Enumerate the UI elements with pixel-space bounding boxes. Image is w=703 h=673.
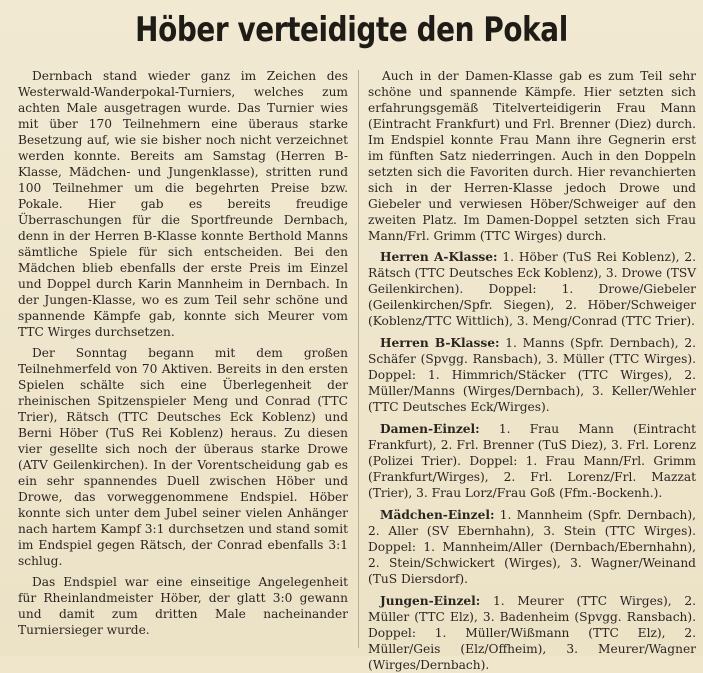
result-block-herren-b [368, 335, 696, 415]
result-heading: Herren A-Klasse: [380, 250, 498, 264]
article-paragraph: Das Endspiel war eine einseitige Angelegenheit für Rheinlandmeister Höber, der glatt 3:0 gewann und damit zum dritten Male nacheinander Turniersieger wurde. [18, 575, 348, 637]
headline: Höber verteidigte den Pokal [135, 10, 568, 50]
result-block-maedchen [368, 507, 696, 587]
left-column [18, 68, 348, 652]
article-paragraph: Auch in der Damen-Klasse gab es zum Teil sehr schöne und spannende Kämpfe. Hier setzten sich erfahrungsgemäß Titelverteidigerin Frau Mann (Eintracht Frankfurt) und Frl. Brenner (Diez) durch. Im Endspiel konnte Frau Mann ihre Gegnerin erst im fünften Satz niederringen. Auch in den Doppeln setzten sich die Favoriten durch. Hier revanchierten sich in der Herren-Klasse jedoch Drowe und Giebeler und verwiesen Höber/Schweiger auf den zweiten Platz. Im Damen-Doppel setzten sich Frau Mann/Frl. Grimm (TTC Wirges) durch. [368, 69, 696, 243]
result-text: 1. Frau Mann (Eintracht Frankfurt), 2. Frl. Brenner (TuS Diez), 3. Frl. Lorenz (Polizei Trier). Doppel: 1. Frau Mann/Frl. Grimm (Frankfurt/Wirges), 2. Frl. Lorenz/Frl. Mazzat (Trier), 3. Frau Lorz/Frau Goß (Ffm.-Bockenh.). [368, 422, 696, 500]
right-column [368, 68, 696, 672]
result-text: 1. Meurer (TTC Wirges), 2. Müller (TTC Elz), 3. Badenheim (Spvgg. Ransbach). Doppel: 1. Müller/Wißmann (TTC Elz), 2. Müller/Geis (Elz/Offheim), 3. Meurer/Wagner (Wirges/Dernbach). [368, 594, 696, 672]
column-divider [358, 70, 359, 648]
result-heading: Jungen-Einzel: [380, 594, 481, 608]
result-heading: Herren B-Klasse: [380, 336, 500, 350]
result-text: 1. Höber (TuS Rei Koblenz), 2. Rätsch (TTC Deutsches Eck Koblenz), 3. Drowe (TSV Geilenkirchen). Doppel: 1. Drowe/Giebeler (Geilenkirchen/Spfr. Siegen), 2. Höber/Schweiger (Koblenz/TTC Wittlich), 3. Meng/Conrad (TTC Trier). [368, 250, 696, 328]
result-text: 1. Mannheim (Spfr. Dernbach), 2. Aller (SV Ebernhahn), 3. Stein (TTC Wirges). Doppel: 1. Mannheim/Aller (Dernbach/Ebernhahn), 2. Stein/Schwickert (Wirges), 3. Wagner/Weinand (TuS Diersdorf). [368, 508, 696, 586]
result-text: 1. Manns (Spfr. Dernbach), 2. Schäfer (Spvgg. Ransbach), 3. Müller (TTC Wirges). Doppel: 1. Himmrich/Stäcker (TTC Wirges), 2. Müller/Manns (Wirges/Dernbach), 3. Keller/Wehler (TTC Deutsches Eck/Wirges). [368, 336, 696, 414]
result-block-herren-a [368, 249, 696, 329]
result-heading: Damen-Einzel: [380, 422, 480, 436]
result-block-jungen [368, 593, 696, 673]
article-paragraph: Der Sonntag begann mit dem großen Teilnehmerfeld von 70 Aktiven. Bereits in den ersten Spielen schälte sich eine Überlegenheit der rheinischen Spitzenspieler Meng und Conrad (TTC Trier), Rätsch (TTC Deutsches Eck Koblenz) und Berni Höber (TuS Rei Koblenz) heraus. Zu diesen vier gesellte sich noch der überaus starke Drowe (ATV Geilenkirchen). In der Vorentscheidung gab es ein sehr spannendes Duell zwischen Höber und Drowe, das vorweggenommene Endspiel. Höber konnte sich unter dem Jubel seiner vielen Anhänger nach hartem Kampf 3:1 durchsetzen und stand somit im Endspiel gegen Rätsch, der Conrad ebenfalls 3:1 schlug. [18, 346, 348, 568]
result-heading: Mädchen-Einzel: [380, 508, 495, 522]
article-paragraph: Dernbach stand wieder ganz im Zeichen des Westerwald-Wanderpokal-Turniers, welches zum achten Male ausgetragen wurde. Das Turnier wies mit über 170 Teilnehmern eine überaus starke Besetzung auf, wie sie bisher noch nicht verzeichnet werden konnte. Bereits am Samstag (Herren B-Klasse, Mädchen- und Jungenklasse), stritten rund 100 Teilnehmer um die begehrten Preise bzw. Pokale. Hier gab es bereits freudige Überraschungen für die Sportfreunde Dernbach, denn in der Herren B-Klasse konnte Berthold Manns sämtliche Spiele für sich entscheiden. Bei den Mädchen blieb ebenfalls der erste Preis im Einzel und Doppel durch Karin Mannheim in Dernbach. In der Jungen-Klasse, wo es zum Teil sehr schöne und spannende Kämpfe gab, konnte sich Meurer vom TTC Wirges durchsetzen. [18, 69, 348, 339]
result-block-damen [368, 421, 696, 501]
